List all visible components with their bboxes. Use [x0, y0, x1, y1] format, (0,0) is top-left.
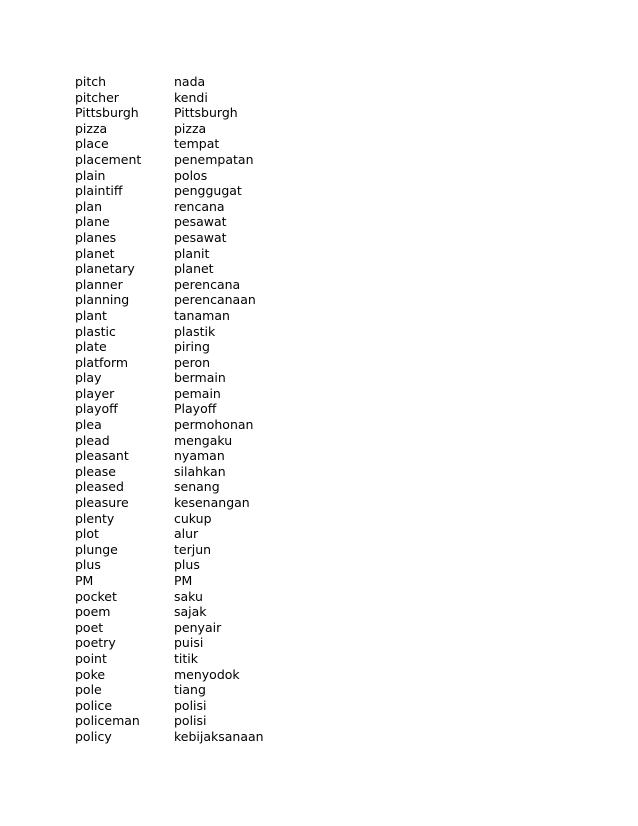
word-entry-row — [75, 386, 575, 402]
english-word: plant — [75, 307, 107, 323]
word-entry-row — [75, 698, 575, 714]
indonesian-translation: cukup — [174, 510, 212, 526]
word-entry-row — [75, 246, 575, 262]
indonesian-translation: perencanaan — [174, 292, 256, 308]
indonesian-translation: rencana — [174, 198, 225, 214]
word-entry-row — [75, 355, 575, 371]
indonesian-translation: nada — [174, 74, 206, 89]
english-word: poetry — [75, 635, 116, 651]
word-entry-row — [75, 464, 575, 480]
word-entry-row — [75, 74, 575, 90]
word-entry-row — [75, 90, 575, 106]
english-word: planetary — [75, 261, 135, 277]
indonesian-translation: terjun — [174, 541, 212, 557]
english-word: plenty — [75, 510, 115, 526]
word-entry-row — [75, 651, 575, 667]
indonesian-translation: menyodok — [174, 666, 240, 682]
word-entry-row — [75, 433, 575, 449]
word-entry-row — [75, 308, 575, 324]
indonesian-translation: permohonan — [174, 417, 254, 433]
word-entry-row — [75, 199, 575, 215]
english-word: placement — [75, 151, 142, 167]
english-word: plea — [75, 417, 102, 433]
word-entry-row — [75, 401, 575, 417]
word-entry-row — [75, 152, 575, 168]
indonesian-translation: penempatan — [174, 151, 254, 167]
english-word: plead — [75, 432, 110, 448]
word-entry-row — [75, 121, 575, 137]
indonesian-translation: titik — [174, 650, 198, 666]
indonesian-translation: pesawat — [174, 229, 227, 245]
indonesian-translation: tanaman — [174, 307, 230, 323]
english-word: pizza — [75, 120, 108, 136]
word-entry-row — [75, 214, 575, 230]
indonesian-translation: saku — [174, 588, 203, 604]
word-entry-row — [75, 682, 575, 698]
indonesian-translation: bermain — [174, 370, 226, 386]
english-word: planning — [75, 292, 130, 308]
word-entry-row — [75, 261, 575, 277]
english-word: plus — [75, 557, 101, 573]
indonesian-translation: kendi — [174, 89, 208, 105]
english-word: policeman — [75, 713, 140, 729]
word-entry-row — [75, 417, 575, 433]
word-entry-row — [75, 526, 575, 542]
indonesian-translation: planet — [174, 261, 214, 277]
indonesian-translation: alur — [174, 526, 199, 542]
english-word: pitcher — [75, 89, 119, 105]
indonesian-translation: puisi — [174, 635, 204, 651]
english-word: plane — [75, 214, 110, 230]
english-word: pitch — [75, 74, 107, 89]
indonesian-translation: polisi — [174, 697, 207, 713]
word-entry-row — [75, 542, 575, 558]
word-entry-row — [75, 667, 575, 683]
english-word: pleased — [75, 479, 124, 495]
word-entry-row — [75, 511, 575, 527]
indonesian-translation: kebijaksanaan — [174, 728, 264, 744]
indonesian-translation: perencana — [174, 276, 241, 292]
word-entry-row — [75, 729, 575, 745]
english-word: point — [75, 650, 107, 666]
indonesian-translation: Playoff — [174, 401, 217, 417]
english-word: playoff — [75, 401, 118, 417]
word-entry-row — [75, 324, 575, 340]
word-entry-row — [75, 230, 575, 246]
word-entry-row — [75, 168, 575, 184]
english-word: plastic — [75, 323, 116, 339]
english-word: police — [75, 697, 113, 713]
word-entry-row — [75, 589, 575, 605]
indonesian-translation: kesenangan — [174, 495, 250, 511]
english-word: plan — [75, 198, 102, 214]
word-entry-row — [75, 136, 575, 152]
indonesian-translation: polos — [174, 167, 208, 183]
indonesian-translation: piring — [174, 339, 210, 355]
english-word: player — [75, 385, 115, 401]
word-entry-row — [75, 292, 575, 308]
indonesian-translation: senang — [174, 479, 220, 495]
english-word: pleasant — [75, 448, 129, 464]
word-entry-row — [75, 448, 575, 464]
indonesian-translation: penggugat — [174, 183, 242, 199]
word-entry-row — [75, 277, 575, 293]
indonesian-translation: silahkan — [174, 463, 226, 479]
word-entry-row — [75, 339, 575, 355]
indonesian-translation: plus — [174, 557, 200, 573]
english-word: poem — [75, 604, 111, 620]
english-word: pole — [75, 682, 102, 698]
word-entry-row — [75, 713, 575, 729]
indonesian-translation: pesawat — [174, 214, 227, 230]
word-entry-row — [75, 635, 575, 651]
english-word: plate — [75, 339, 107, 355]
indonesian-translation: plastik — [174, 323, 216, 339]
word-entry-row — [75, 479, 575, 495]
indonesian-translation: peron — [174, 354, 211, 370]
indonesian-translation: pemain — [174, 385, 221, 401]
english-word: please — [75, 463, 116, 479]
english-word: plot — [75, 526, 99, 542]
indonesian-translation: tempat — [174, 136, 220, 152]
word-entry-row — [75, 495, 575, 511]
indonesian-translation: pizza — [174, 120, 207, 136]
word-entry-row — [75, 105, 575, 121]
word-entry-row — [75, 370, 575, 386]
english-word: place — [75, 136, 109, 152]
indonesian-translation: penyair — [174, 619, 222, 635]
english-word: Pittsburgh — [75, 105, 139, 121]
english-word: policy — [75, 728, 112, 744]
indonesian-translation: nyaman — [174, 448, 225, 464]
english-word: plaintiff — [75, 183, 123, 199]
english-word: play — [75, 370, 102, 386]
english-word: planner — [75, 276, 123, 292]
indonesian-translation: tiang — [174, 682, 206, 698]
indonesian-translation: planit — [174, 245, 210, 261]
word-entry-row — [75, 620, 575, 636]
indonesian-translation: PM — [174, 573, 193, 588]
english-word: pocket — [75, 588, 117, 604]
indonesian-translation: mengaku — [174, 432, 233, 448]
indonesian-translation: sajak — [174, 604, 207, 620]
english-word: planet — [75, 245, 115, 261]
indonesian-translation: polisi — [174, 713, 207, 729]
english-word: plunge — [75, 541, 118, 557]
english-word: poke — [75, 666, 106, 682]
english-word: pleasure — [75, 495, 129, 511]
indonesian-translation: Pittsburgh — [174, 105, 238, 121]
word-entry-row — [75, 557, 575, 573]
english-word: plain — [75, 167, 106, 183]
english-word: poet — [75, 619, 104, 635]
word-entry-row — [75, 183, 575, 199]
word-entry-row — [75, 604, 575, 620]
english-word: platform — [75, 354, 129, 370]
word-entry-row — [75, 573, 575, 589]
english-word: planes — [75, 229, 117, 245]
english-word: PM — [75, 573, 94, 588]
word-list — [75, 74, 575, 745]
